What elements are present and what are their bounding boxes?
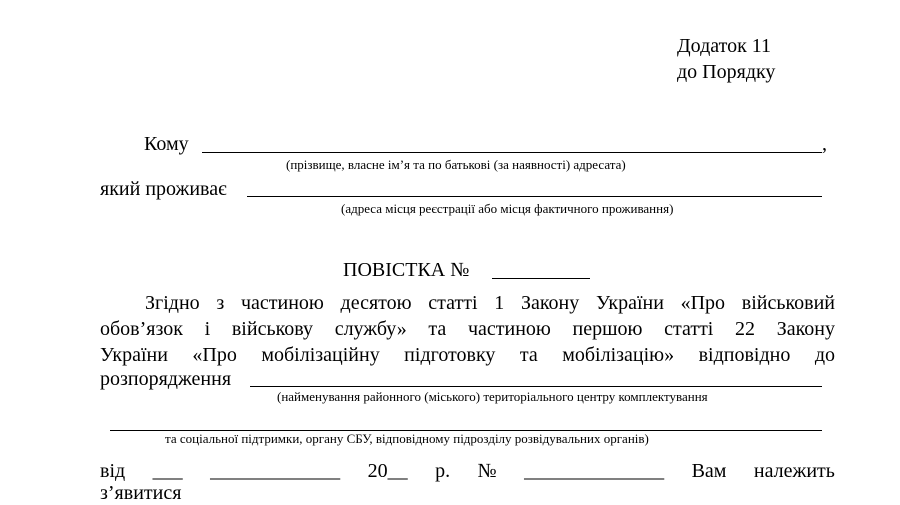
date-line [100,459,835,483]
summons-number-underline [492,278,590,279]
residence-label: який проживає [100,178,227,200]
paragraph-line: Згідно з частиною десятою статті 1 Закону України «Про військовий [145,292,835,314]
addressee-underline [202,152,822,153]
date-year-suffix: р. [435,460,451,482]
paragraph-line: України «Про мобілізаційну підготовку та мобілізацію» відповідно до [100,344,835,366]
organization-hint-2: та соціальної підтримки, органу СБУ, відповідному підрозділу розвідувальних органів) [165,431,649,446]
residence-underline [247,196,822,197]
order-number-blank: ______________ [524,460,665,482]
date-day-blank: ___ [152,460,183,482]
appendix-number: Додаток 11 [677,35,772,57]
residence-hint: (адреса місця реєстрації або місця фактичного проживання) [341,201,674,216]
you-word: Вам [691,460,727,482]
date-year: 20__ [367,460,408,482]
appendix-reference: до Порядку [677,61,776,83]
addressee-hint: (прізвище, власне ім’я та по батькові (за наявності) адресата) [286,157,626,172]
summons-title: ПОВІСТКА № [343,259,470,281]
date-month-blank: _____________ [210,460,341,482]
date-from-label: від [100,460,126,482]
paragraph-line: обов’язок і військову службу» та частиною першою статті 22 Закону [100,318,835,340]
organization-hint-1: (найменування районного (міського) територіального центру комплектування [277,389,708,404]
order-number-sign: № [477,460,497,482]
addressee-comma: , [822,133,827,155]
organization-underline [250,386,822,387]
paragraph-last-word: розпорядження [100,368,232,390]
summons-paragraph [100,290,835,368]
appear-word: з’явитися [100,482,182,504]
addressee-label: Кому [144,133,189,155]
must-word: належить [753,460,835,482]
